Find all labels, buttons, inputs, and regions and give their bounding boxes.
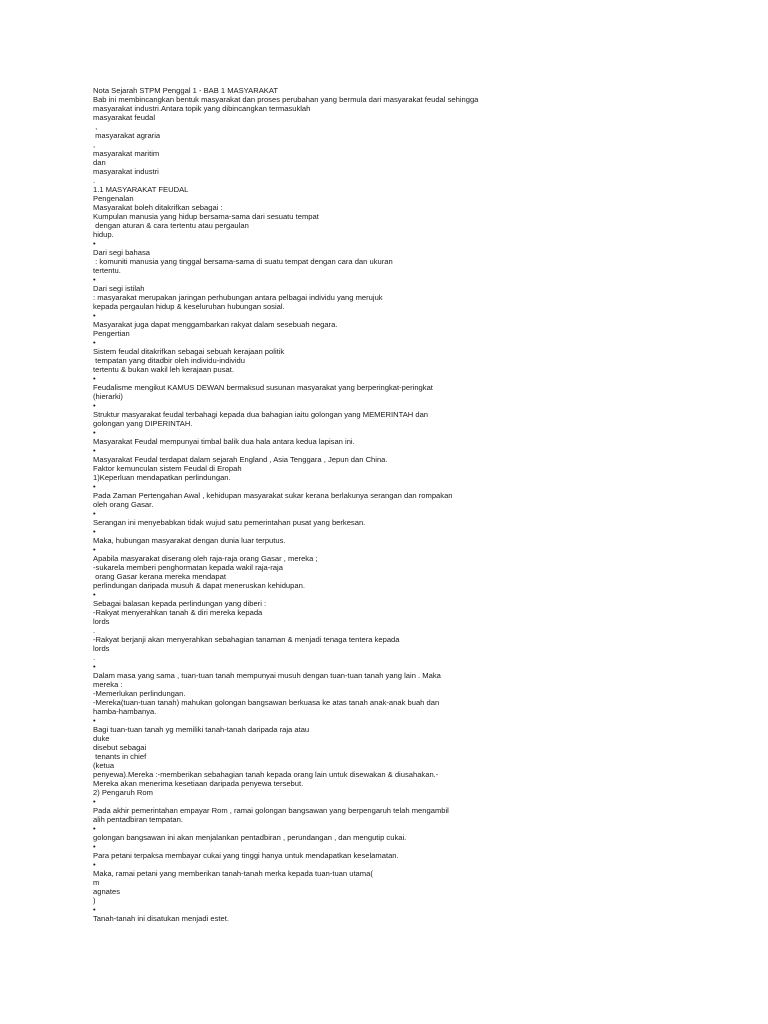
document-line: dengan aturan & cara tertentu atau pergaulan [93, 221, 249, 230]
document-line: Pada Zaman Pertengahan Awal , kehidupan masyarakat sukar kerana berlakunya serangan dan rompakan [93, 491, 453, 500]
document-line: • [93, 239, 96, 248]
document-line: alih pentadbiran tempatan. [93, 815, 183, 824]
document-line: lords [93, 617, 110, 626]
document-line: Dari segi istilah [93, 284, 145, 293]
document-line: • [93, 662, 96, 671]
document-line: tenants in chief [93, 752, 147, 761]
document-line: (ketua [93, 761, 115, 770]
document-line: Nota Sejarah STPM Penggal 1 - BAB 1 MASYARAKAT [93, 86, 279, 95]
document-line: Masyarakat boleh ditakrifkan sebagai : [93, 203, 223, 212]
document-line: • [93, 401, 96, 410]
document-line: tertentu & bukan wakil leh kerajaan pusat. [93, 365, 234, 374]
document-line: • [93, 716, 96, 725]
document-line: Para petani terpaksa membayar cukai yang tinggi hanya untuk mendapatkan keselamatan. [93, 851, 399, 860]
document-line: masyarakat agraria [93, 131, 161, 140]
document-line: • [93, 428, 96, 437]
document-line: Masyarakat Feudal terdapat dalam sejarah England , Asia Tenggara , Jepun dan China. [93, 455, 388, 464]
document-line: -Rakyat menyerahkan tanah & diri mereka kepada [93, 608, 263, 617]
document-line: Apabila masyarakat diserang oleh raja-raja orang Gasar , mereka ; [93, 554, 318, 563]
document-line: • [93, 824, 96, 833]
document-line: 2) Pengaruh Rom [93, 788, 153, 797]
document-line: Bagi tuan-tuan tanah yg memiliki tanah-tanah daripada raja atau [93, 725, 310, 734]
document-line: Sebagai balasan kepada perlindungan yang diberi : [93, 599, 267, 608]
document-line: kepada pergaulan hidup & keseluruhan hubungan sosial. [93, 302, 285, 311]
document-line: hamba-hambanya. [93, 707, 157, 716]
document-line: orang Gasar kerana mereka mendapat [93, 572, 226, 581]
document-line: (hierarki) [93, 392, 123, 401]
document-line: agnates [93, 887, 121, 896]
document-line: ) [93, 896, 96, 905]
document-line: . [93, 176, 96, 185]
document-line: • [93, 275, 96, 284]
document-line: Tanah-tanah ini disatukan menjadi estet. [93, 914, 229, 923]
document-line: • [93, 842, 96, 851]
document-line: golongan yang DIPERINTAH. [93, 419, 193, 428]
document-line: • [93, 482, 96, 491]
document-line: Struktur masyarakat feudal terbahagi kepada dua bahagian iaitu golongan yang MEMERINTAH dan [93, 410, 429, 419]
document-line: oleh orang Gasar. [93, 500, 154, 509]
document-line: Serangan ini menyebabkan tidak wujud satu pemerintahan pusat yang berkesan. [93, 518, 366, 527]
document-line: • [93, 860, 96, 869]
document-line: hidup. [93, 230, 114, 239]
document-line: , [93, 140, 96, 149]
document-line: -sukarela memberi penghormatan kepada wakil raja-raja [93, 563, 283, 572]
document-line: Maka, ramai petani yang memberikan tanah-tanah merka kepada tuan-tuan utama( [93, 869, 373, 878]
document-line: m [93, 878, 100, 887]
document-line: tempatan yang ditadbir oleh individu-individu [93, 356, 245, 365]
document-line: mereka : [93, 680, 123, 689]
document-line: Mereka akan menerima kesetiaan daripada penyewa tersebut. [93, 779, 304, 788]
document-line: dan [93, 158, 106, 167]
document-line: . [93, 626, 96, 635]
document-line: penyewa).Mereka :-memberikan sebahagian tanah kepada orang lain untuk disewakan & diusahakan.- [93, 770, 439, 779]
document-page [93, 86, 733, 923]
document-line: Dari segi bahasa [93, 248, 150, 257]
document-line: masyarakat industri [93, 167, 159, 176]
document-line: • [93, 374, 96, 383]
document-line: Pengenalan [93, 194, 134, 203]
document-line: -Mereka(tuan-tuan tanah) mahukan golongan bangsawan berkuasa ke atas tanah anak-anak buah dan [93, 698, 440, 707]
document-line: : komuniti manusia yang tinggal bersama-sama di suatu tempat dengan cara dan ukuran [93, 257, 393, 266]
document-line: , [93, 122, 98, 131]
document-line: Feudalisme mengikut KAMUS DEWAN bermaksud susunan masyarakat yang berperingkat-peringkat [93, 383, 433, 392]
document-line: masyarakat industri.Antara topik yang dibincangkan termasuklah [93, 104, 311, 113]
document-line: Pada akhir pemerintahan empayar Rom , ramai golongan bangsawan yang berpengaruh telah mengambil [93, 806, 449, 815]
document-line: golongan bangsawan ini akan menjalankan pentadbiran , perundangan , dan mengutip cukai. [93, 833, 407, 842]
document-line: -Memerlukan perlindungan. [93, 689, 186, 698]
document-line: Kumpulan manusia yang hidup bersama-sama dari sesuatu tempat [93, 212, 319, 221]
document-line: Bab ini membincangkan bentuk masyarakat dan proses perubahan yang bermula dari masyarakat feudal sehingga [93, 95, 479, 104]
document-line: 1.1 MASYARAKAT FEUDAL [93, 185, 189, 194]
document-line: Faktor kemunculan sistem Feudal di Eropah [93, 464, 242, 473]
document-line: : masyarakat merupakan jaringan perhubungan antara pelbagai individu yang merujuk [93, 293, 383, 302]
document-line: • [93, 590, 96, 599]
document-line: • [93, 509, 96, 518]
document-line: masyarakat maritim [93, 149, 160, 158]
document-line: duke [93, 734, 110, 743]
document-line: • [93, 446, 96, 455]
document-line: • [93, 905, 96, 914]
document-line: Sistem feudal ditakrifkan sebagai sebuah kerajaan politik [93, 347, 285, 356]
document-line: Maka, hubungan masyarakat dengan dunia luar terputus. [93, 536, 286, 545]
document-line: • [93, 527, 96, 536]
document-line: tertentu. [93, 266, 121, 275]
document-line: • [93, 545, 96, 554]
document-line: Pengertian [93, 329, 130, 338]
document-line: • [93, 338, 96, 347]
document-line: Dalam masa yang sama , tuan-tuan tanah mempunyai musuh dengan tuan-tuan tanah yang lain . Maka [93, 671, 441, 680]
document-line: . [93, 653, 96, 662]
document-line: • [93, 311, 96, 320]
document-line: masyarakat feudal [93, 113, 156, 122]
document-line: • [93, 797, 96, 806]
document-line: lords [93, 644, 110, 653]
document-line: 1)Keperluan mendapatkan perlindungan. [93, 473, 231, 482]
document-line: perlindungan daripada musuh & dapat meneruskan kehidupan. [93, 581, 305, 590]
document-line: disebut sebagai [93, 743, 147, 752]
document-line: Masyarakat Feudal mempunyai timbal balik dua hala antara kedua lapisan ini. [93, 437, 355, 446]
document-line: -Rakyat berjanji akan menyerahkan sebahagian tanaman & menjadi tenaga tentera kepada [93, 635, 400, 644]
document-line: Masyarakat juga dapat menggambarkan rakyat dalam sesebuah negara. [93, 320, 338, 329]
